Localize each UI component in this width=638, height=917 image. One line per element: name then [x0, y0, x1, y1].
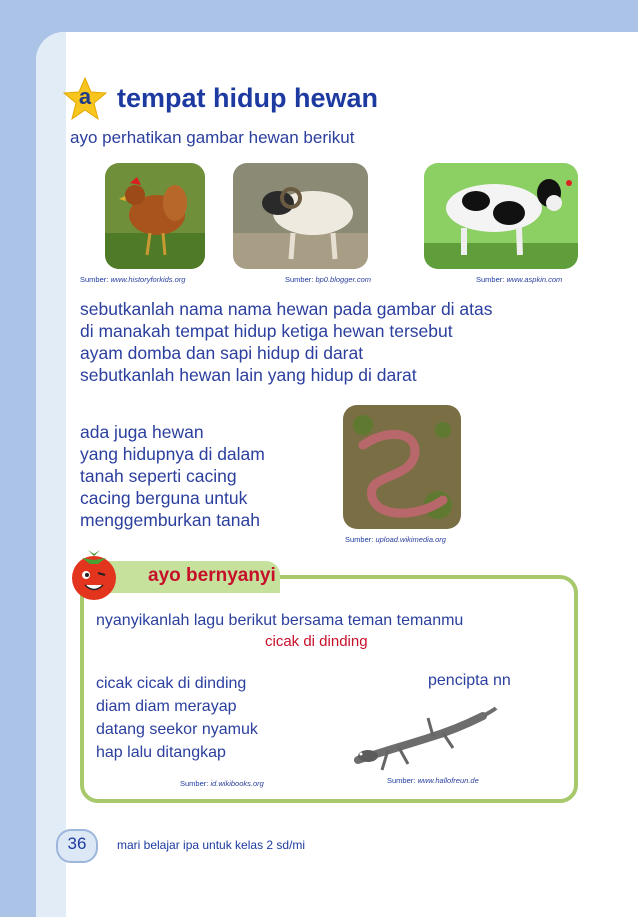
worm-text-line: ada juga hewan [80, 422, 204, 442]
lyric-line: cicak cicak di dinding [96, 675, 247, 692]
song-heading: ayo bernyanyi [148, 565, 276, 586]
tomato-icon [68, 548, 120, 602]
questions-block [80, 298, 493, 386]
cow-photo-source: Sumber: www.aspkin.com [476, 275, 563, 284]
worm-text-line: yang hidupnya di dalam [80, 444, 265, 464]
question-line: sebutkanlah hewan lain yang hidup di darat [80, 365, 417, 385]
chicken-photo-source: Sumber: www.historyforkids.org [80, 275, 186, 284]
song-composer: pencipta nn [428, 672, 511, 689]
gecko-illustration [348, 698, 498, 776]
worm-text-line: tanah seperti cacing [80, 466, 237, 486]
lyric-line: datang seekor nyamuk [96, 721, 258, 738]
section-letter: a [78, 84, 92, 109]
worm-text-block [80, 421, 265, 531]
song-lyrics [96, 672, 258, 764]
cow-photo [424, 163, 578, 269]
song-source-left: Sumber: id.wikibooks.org [180, 779, 264, 788]
worm-text-line: cacing berguna untuk [80, 488, 248, 508]
section-subtitle: ayo perhatikan gambar hewan berikut [70, 128, 355, 147]
page-margin-strip [36, 32, 66, 917]
song-intro: nyanyikanlah lagu berikut bersama teman temanmu [96, 612, 464, 629]
lyric-line: hap lalu ditangkap [96, 744, 226, 761]
page-number: 36 [67, 834, 87, 853]
chicken-photo [105, 163, 205, 269]
question-line: ayam domba dan sapi hidup di darat [80, 343, 364, 363]
sheep-photo [233, 163, 368, 269]
lyric-line: diam diam merayap [96, 698, 237, 715]
question-line: di manakah tempat hidup ketiga hewan tersebut [80, 321, 453, 341]
worm-text-line: menggemburkan tanah [80, 510, 260, 530]
sheep-photo-source: Sumber: bp0.blogger.com [285, 275, 372, 284]
section-title: tempat hidup hewan [117, 83, 379, 113]
song-source-right: Sumber: www.hallofreun.de [387, 776, 479, 785]
footer-text: mari belajar ipa untuk kelas 2 sd/mi [117, 838, 306, 852]
song-title: cicak di dinding [265, 633, 368, 650]
question-line: sebutkanlah nama nama hewan pada gambar di atas [80, 299, 493, 319]
worm-photo-source: Sumber: upload.wikimedia.org [345, 535, 446, 544]
worm-photo [343, 405, 461, 529]
